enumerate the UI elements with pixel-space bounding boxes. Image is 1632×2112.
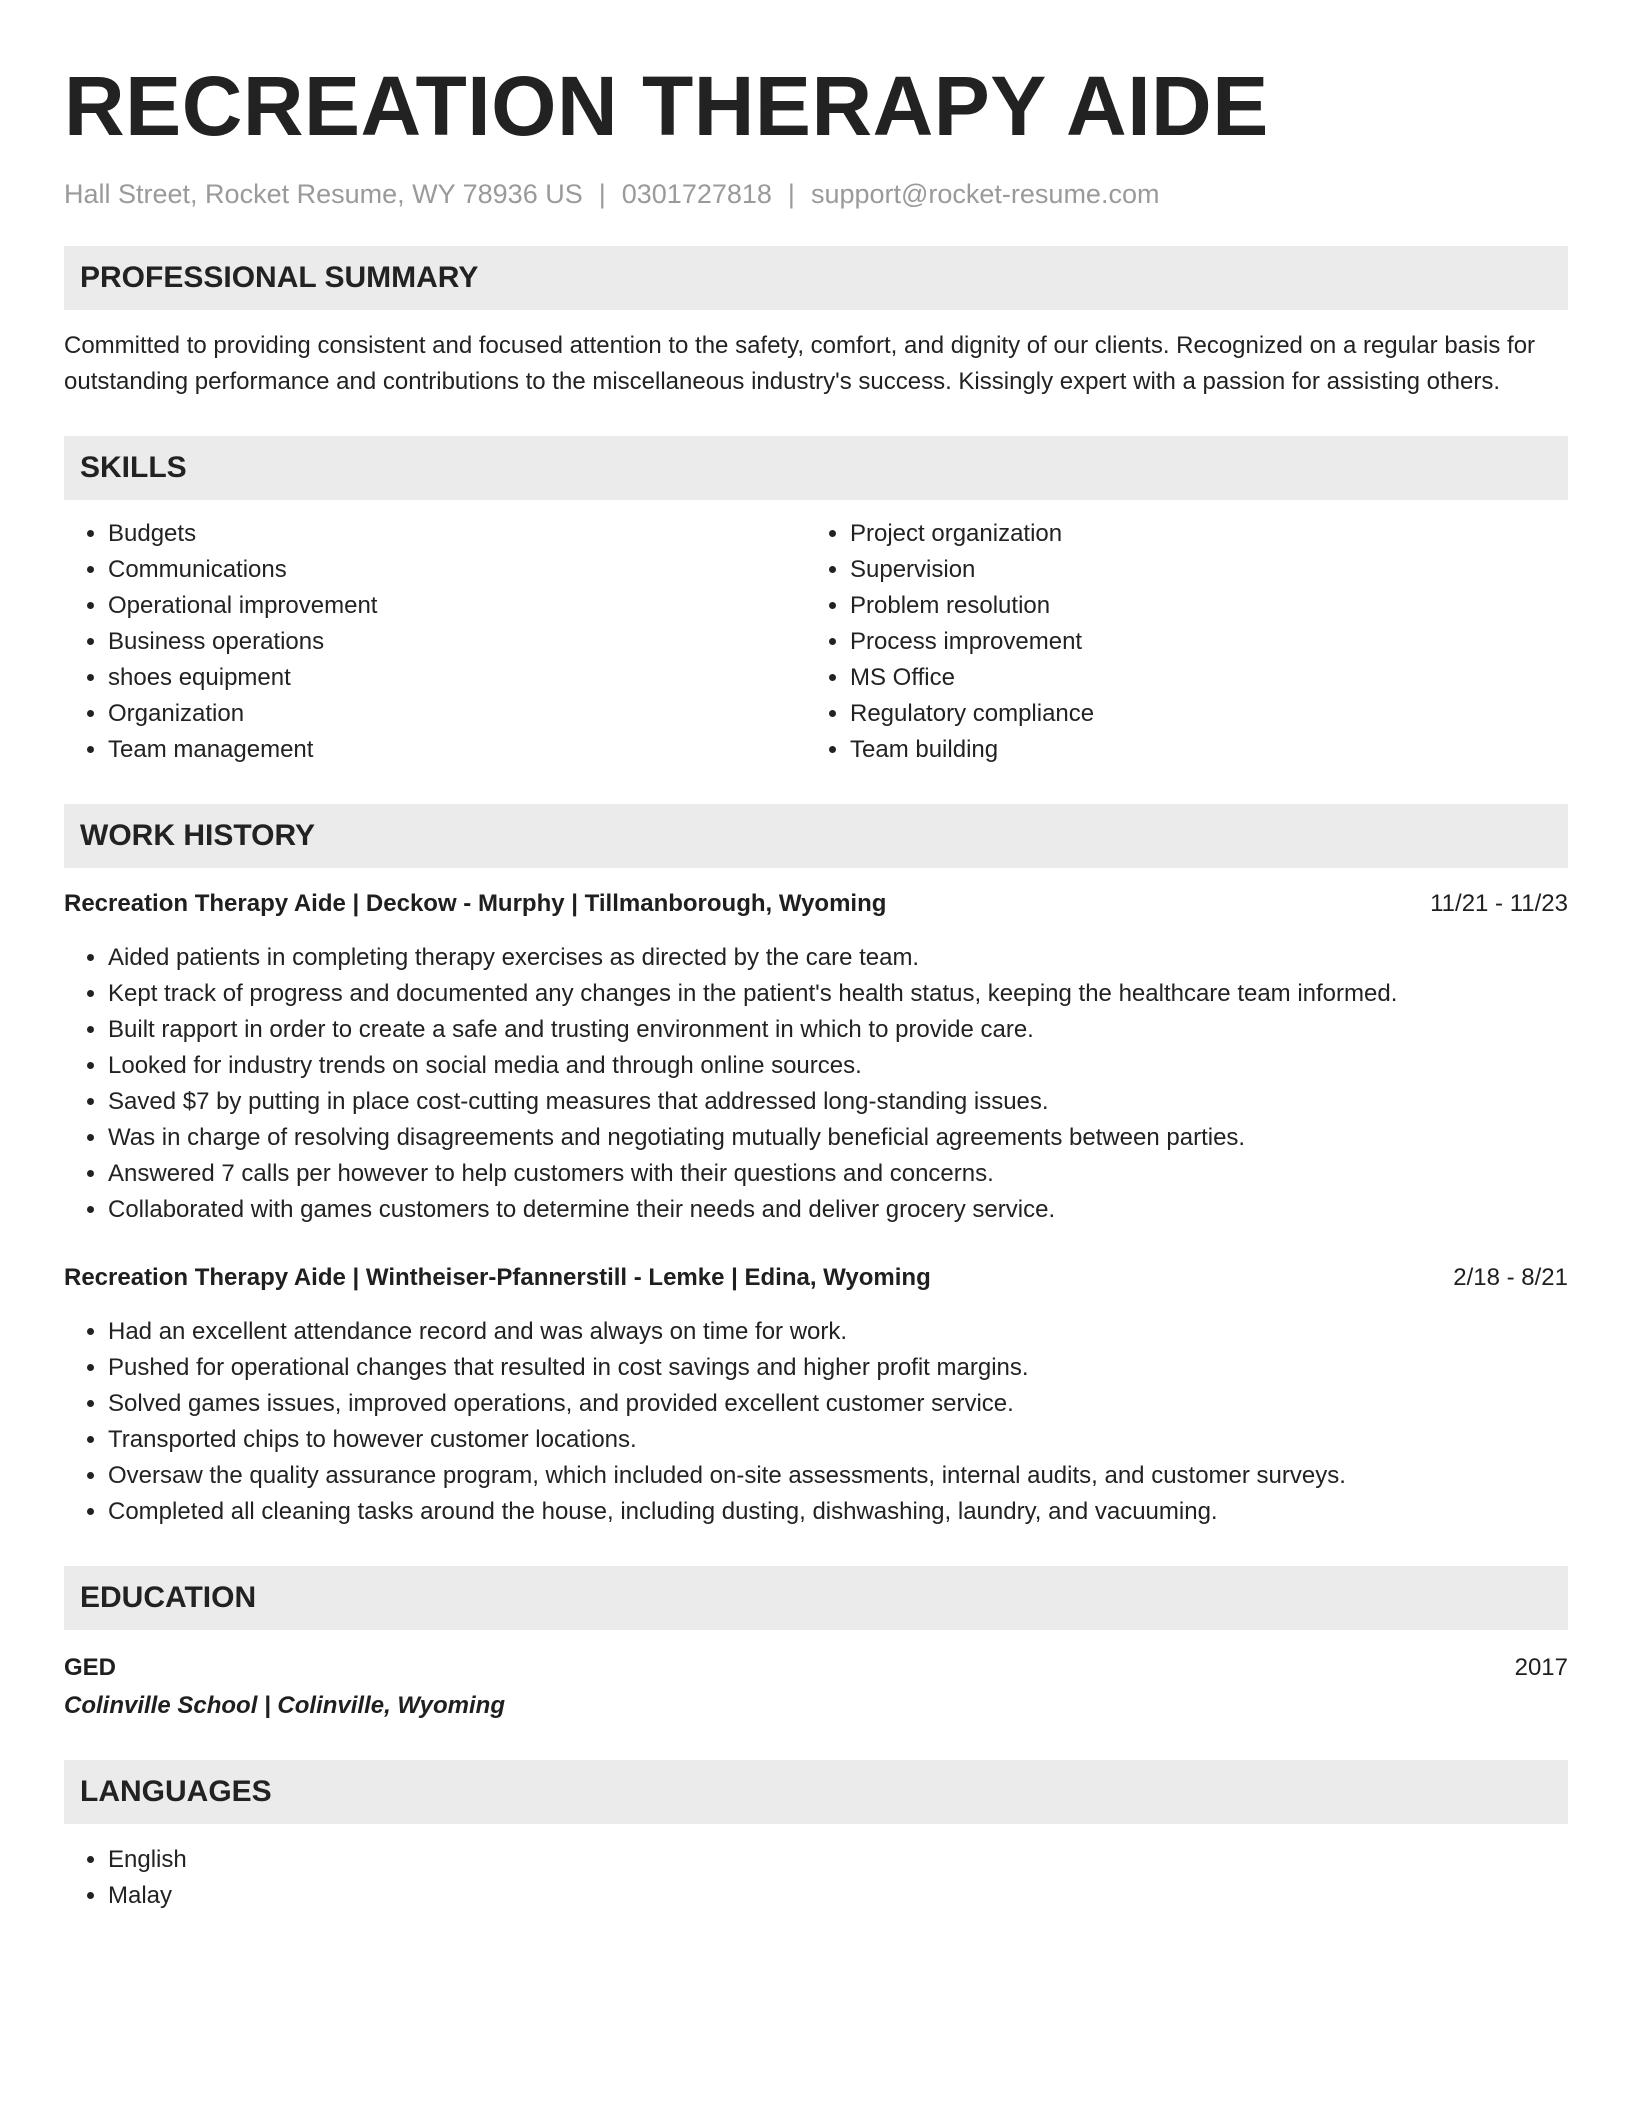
skill-item: • Organization: [108, 696, 806, 732]
contact-separator: |: [787, 179, 795, 209]
job-bullet: • Kept track of progress and documented any changes in the patient's health status, keeping the healthcare team informed.: [108, 976, 1568, 1012]
summary-heading: PROFESSIONAL SUMMARY: [64, 246, 1568, 310]
contact-email: support@rocket-resume.com: [810, 179, 1160, 209]
skill-item: • Problem resolution: [850, 588, 1548, 624]
work-history-heading: WORK HISTORY: [64, 804, 1568, 868]
languages-list: [64, 1842, 1568, 1914]
contact-address: Hall Street, Rocket Resume, WY 78936 US: [64, 179, 583, 209]
job-title: Recreation Therapy Aide | Wintheiser-Pfannerstill - Lemke | Edina, Wyoming: [64, 1264, 931, 1292]
job-bullet: • Had an excellent attendance record and was always on time for work.: [108, 1314, 1568, 1350]
contact-phone: 0301727818: [621, 179, 772, 209]
job-entry: [64, 1260, 1568, 1530]
job-bullet: • Saved $7 by putting in place cost-cutting measures that addressed long-standing issues.: [108, 1084, 1568, 1120]
skill-item: • MS Office: [850, 660, 1548, 696]
job-bullet: • Built rapport in order to create a safe and trusting environment in which to provide care.: [108, 1012, 1568, 1048]
education-header: [64, 1648, 1568, 1688]
job-bullet: • Looked for industry trends on social media and through online sources.: [108, 1048, 1568, 1084]
job-dates: 2/18 - 8/21: [1453, 1264, 1568, 1292]
job-bullet: • Collaborated with games customers to determine their needs and deliver grocery service.: [108, 1192, 1568, 1228]
skills-grid: [64, 516, 1568, 768]
skills-list-left: [64, 516, 806, 768]
skill-item: • Business operations: [108, 624, 806, 660]
languages-heading: LANGUAGES: [64, 1760, 1568, 1824]
skill-item: • Project organization: [850, 516, 1548, 552]
job-bullet: • Transported chips to however customer locations.: [108, 1422, 1568, 1458]
candidate-name: RECREATION THERAPY AIDE: [64, 59, 1269, 153]
job-bullet: • Solved games issues, improved operations, and provided excellent customer service.: [108, 1386, 1568, 1422]
education-school: Colinville School | Colinville, Wyoming: [64, 1692, 505, 1720]
job-bullet: • Was in charge of resolving disagreements and negotiating mutually beneficial agreements between parties.: [108, 1120, 1568, 1156]
skills-column-right: [806, 516, 1548, 768]
skill-item: • Team building: [850, 732, 1548, 768]
skill-item: • Supervision: [850, 552, 1548, 588]
skills-column-left: [64, 516, 806, 768]
education-degree: GED: [64, 1654, 117, 1682]
job-bullet: • Oversaw the quality assurance program, which included on-site assessments, internal audits, and customer surveys.: [108, 1458, 1568, 1494]
language-item: • English: [108, 1842, 1568, 1878]
skill-item: • Process improvement: [850, 624, 1548, 660]
skill-item: • shoes equipment: [108, 660, 806, 696]
skill-item: • Operational improvement: [108, 588, 806, 624]
job-bullets: [64, 940, 1568, 1228]
job-header: [64, 1260, 1568, 1296]
education-heading: EDUCATION: [64, 1566, 1568, 1630]
job-bullets: [64, 1314, 1568, 1530]
job-entry: [64, 886, 1568, 1228]
job-bullet: • Completed all cleaning tasks around the house, including dusting, dishwashing, laundry, and vacuuming.: [108, 1494, 1568, 1530]
summary-text: Committed to providing consistent and focused attention to the safety, comfort, and dignity of our clients. Recognized on a regular basis for outstanding performance and contributions to the miscellaneous industry's success. Kissingly expert with a passion for assisting others.: [64, 332, 1536, 396]
job-bullet: • Aided patients in completing therapy exercises as directed by the care team.: [108, 940, 1568, 976]
job-bullet: • Answered 7 calls per however to help customers with their questions and concerns.: [108, 1156, 1568, 1192]
skills-heading: SKILLS: [64, 436, 1568, 500]
education-year: 2017: [1514, 1654, 1568, 1682]
skills-list-right: [806, 516, 1548, 768]
skill-item: • Regulatory compliance: [850, 696, 1548, 732]
job-bullet: • Pushed for operational changes that resulted in cost savings and higher profit margins.: [108, 1350, 1568, 1386]
job-dates: 11/21 - 11/23: [1430, 890, 1568, 918]
job-title: Recreation Therapy Aide | Deckow - Murphy | Tillmanborough, Wyoming: [64, 890, 887, 918]
job-header: [64, 886, 1568, 922]
skill-item: • Budgets: [108, 516, 806, 552]
resume-page: [64, 48, 1568, 1914]
contact-line: [64, 178, 1568, 210]
education-entry: [64, 1648, 1568, 1724]
skill-item: • Communications: [108, 552, 806, 588]
language-item: • Malay: [108, 1878, 1568, 1914]
contact-separator: |: [598, 179, 606, 209]
skill-item: • Team management: [108, 732, 806, 768]
